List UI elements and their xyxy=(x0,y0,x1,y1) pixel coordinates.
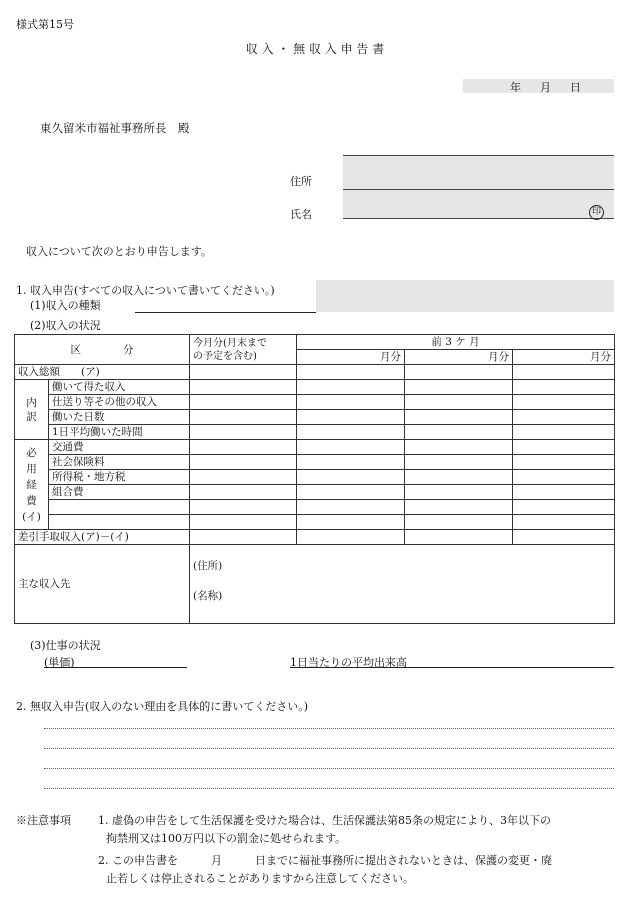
addressee: 東久留米市福祉事務所長 殿 xyxy=(40,121,190,135)
cell[interactable] xyxy=(297,485,405,500)
cell[interactable] xyxy=(405,500,513,515)
cell[interactable] xyxy=(190,440,297,455)
cell[interactable] xyxy=(297,410,405,425)
cell[interactable] xyxy=(297,455,405,470)
no-income-reason-line-3[interactable] xyxy=(44,768,614,769)
cell[interactable] xyxy=(513,500,615,515)
income-table xyxy=(14,334,615,624)
seal-mark: 印 xyxy=(589,205,604,220)
col-current-header xyxy=(190,335,297,365)
work-status-label: (3)仕事の状況 xyxy=(30,639,101,652)
notes-label: ※注意事項 xyxy=(16,814,71,827)
row-label: 仕送り等その他の収入 xyxy=(49,395,190,410)
expense-label-char: 用 xyxy=(26,462,37,475)
row-label: 働いた日数 xyxy=(49,410,190,425)
cell[interactable] xyxy=(297,380,405,395)
cell[interactable] xyxy=(297,365,405,380)
row-label: 働いて得た収入 xyxy=(49,380,190,395)
cell[interactable] xyxy=(297,470,405,485)
intro-text: 収入について次のとおり申告します。 xyxy=(26,245,212,258)
cell[interactable] xyxy=(405,515,513,530)
row-label-blank[interactable] xyxy=(49,500,190,515)
section2-heading: 2. 無収入申告(収入のない理由を具体的に書いてください。) xyxy=(16,700,309,713)
unit-price-label: (単価) xyxy=(44,656,75,669)
cell[interactable] xyxy=(513,515,615,530)
net-row-label: 差引手取収入(ア)－(イ) xyxy=(15,530,190,545)
cell[interactable] xyxy=(513,410,615,425)
note-line-3: 2. この申告書を 月 日までに福祉事務所に提出されないときは、保護の変更・廃 xyxy=(98,854,552,867)
note-line-4: 止若しくは停止されることがありますから注意してください。 xyxy=(106,872,414,885)
cell[interactable] xyxy=(405,365,513,380)
cell[interactable] xyxy=(405,410,513,425)
cell[interactable] xyxy=(405,485,513,500)
row-label: 交通費 xyxy=(49,440,190,455)
cell[interactable] xyxy=(513,530,615,545)
cell[interactable] xyxy=(513,395,615,410)
row-label: 所得税・地方税 xyxy=(49,470,190,485)
cell[interactable] xyxy=(405,380,513,395)
expense-label-char: 経 xyxy=(26,478,37,491)
date-month-label: 月 xyxy=(540,81,551,94)
date-year-label: 年 xyxy=(510,81,521,94)
expense-label xyxy=(15,440,49,530)
expense-label-char: (イ) xyxy=(22,510,41,523)
expense-label-char: 必 xyxy=(26,446,37,459)
cell[interactable] xyxy=(297,425,405,440)
no-income-reason-line-2[interactable] xyxy=(44,748,614,749)
no-income-reason-line-4[interactable] xyxy=(44,788,614,789)
cell[interactable] xyxy=(513,455,615,470)
cell[interactable] xyxy=(297,440,405,455)
section1-heading: 1. 収入申告(すべての収入について書いてください。) xyxy=(16,284,275,297)
cell[interactable] xyxy=(513,365,615,380)
income-status-label: (2)収入の状況 xyxy=(30,319,101,332)
date-day-label: 日 xyxy=(570,81,581,94)
cell[interactable] xyxy=(190,410,297,425)
col-current-line2: の予定を含む) xyxy=(193,350,257,362)
date-field[interactable] xyxy=(463,79,614,93)
col-prev-header: 前 3 ケ 月 xyxy=(297,335,615,350)
form-number: 様式第15号 xyxy=(16,18,74,31)
main-source-label: 主な収入先 xyxy=(15,545,190,624)
prev-month-1: 月分 xyxy=(297,350,405,365)
expense-label-char: 費 xyxy=(26,494,37,507)
daily-output-label: 1日当たりの平均出来高 xyxy=(290,656,407,669)
main-source-address: (住所) xyxy=(193,560,223,572)
cell[interactable] xyxy=(190,425,297,440)
cell[interactable] xyxy=(513,425,615,440)
col-category-header: 区 分 xyxy=(15,335,190,365)
address-input[interactable] xyxy=(343,155,614,190)
cell[interactable] xyxy=(190,455,297,470)
cell[interactable] xyxy=(405,470,513,485)
cell[interactable] xyxy=(405,455,513,470)
note-line-1: 1. 虚偽の申告をして生活保護を受けた場合は、生活保護法第85条の規定により、3年以下の xyxy=(98,814,551,827)
cell[interactable] xyxy=(190,395,297,410)
cell[interactable] xyxy=(190,380,297,395)
total-row-label: 収入総額 (ア) xyxy=(15,365,190,380)
cell[interactable] xyxy=(513,380,615,395)
cell[interactable] xyxy=(297,395,405,410)
cell[interactable] xyxy=(297,530,405,545)
cell[interactable] xyxy=(297,500,405,515)
unit-price-field[interactable] xyxy=(44,654,187,668)
breakdown-label xyxy=(15,380,49,440)
row-label: 組合費 xyxy=(49,485,190,500)
main-source-cell[interactable] xyxy=(190,545,615,624)
breakdown-label-char: 訳 xyxy=(26,410,37,423)
cell[interactable] xyxy=(297,515,405,530)
prev-month-2: 月分 xyxy=(405,350,513,365)
cell[interactable] xyxy=(405,530,513,545)
cell[interactable] xyxy=(513,485,615,500)
row-label: 1日平均働いた時間 xyxy=(49,425,190,440)
prev-month-3: 月分 xyxy=(513,350,615,365)
row-label: 社会保険料 xyxy=(49,455,190,470)
address-label: 住所 xyxy=(290,175,312,188)
income-type-input[interactable] xyxy=(316,280,614,312)
cell[interactable] xyxy=(190,530,297,545)
cell[interactable] xyxy=(405,395,513,410)
name-label: 氏名 xyxy=(290,208,312,221)
cell[interactable] xyxy=(405,440,513,455)
daily-output-field[interactable] xyxy=(290,654,614,668)
page-title: 収 入 ・ 無 収 入 申 告 書 xyxy=(245,42,385,56)
row-label-blank[interactable] xyxy=(49,515,190,530)
no-income-reason-line-1[interactable] xyxy=(44,728,614,729)
cell[interactable] xyxy=(513,470,615,485)
cell[interactable] xyxy=(405,425,513,440)
cell[interactable] xyxy=(190,485,297,500)
main-source-name: (名称) xyxy=(193,590,223,602)
cell[interactable] xyxy=(190,470,297,485)
cell[interactable] xyxy=(190,365,297,380)
cell[interactable] xyxy=(190,500,297,515)
breakdown-label-char: 内 xyxy=(26,396,37,409)
note-line-2: 拘禁刑又は100万円以下の罰金に処せられます。 xyxy=(106,832,347,845)
income-type-label: (1)収入の種類 xyxy=(30,299,101,312)
col-current-line1: 今月分(月末まで xyxy=(193,337,267,349)
name-input[interactable] xyxy=(343,190,614,219)
cell[interactable] xyxy=(513,440,615,455)
income-type-underline xyxy=(135,312,316,313)
cell[interactable] xyxy=(190,515,297,530)
